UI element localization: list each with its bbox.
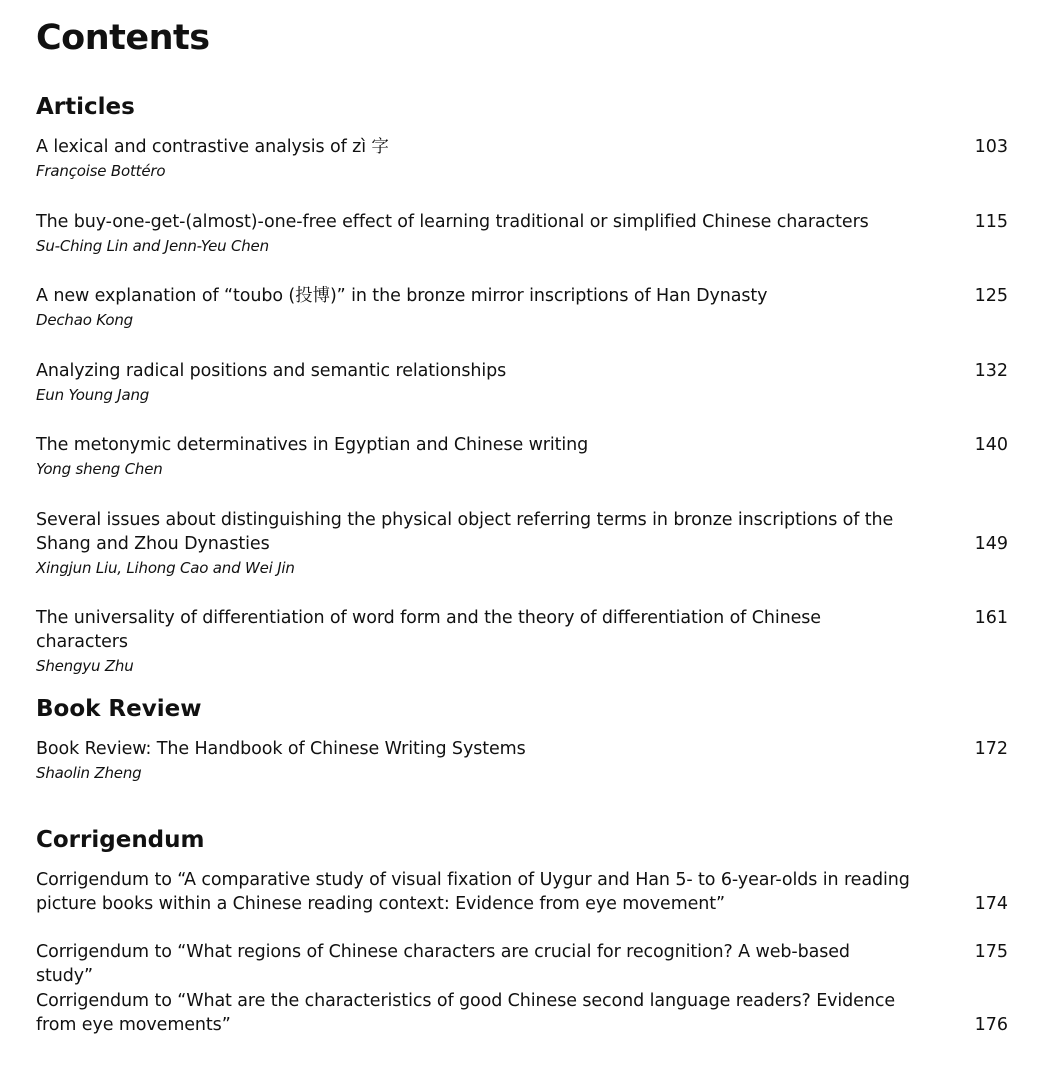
page-title: Contents: [36, 18, 210, 58]
page-number: 125: [974, 286, 1008, 306]
corrigendum-title[interactable]: Corrigendum to “What are the characteristics of good Chinese second language readers? Evidence from eye movements”: [36, 991, 896, 1035]
page-number: 132: [974, 361, 1008, 381]
book-review-author: Shaolin Zheng: [36, 764, 142, 782]
page-number: 172: [974, 739, 1008, 759]
corrigendum-title[interactable]: Corrigendum to “A comparative study of visual fixation of Uygur and Han 5- to 6-year-olds in reading picture books within a Chinese reading context: Evidence from eye movement”: [36, 870, 910, 914]
toc-entry-article-1[interactable]: [36, 135, 1008, 181]
article-author: Xingjun Liu, Lihong Cao and Wei Jin: [36, 559, 295, 577]
article-author: Shengyu Zhu: [36, 657, 134, 675]
page-number: 149: [974, 534, 1008, 554]
page-number: 175: [974, 942, 1008, 962]
section-heading-corrigendum: Corrigendum: [36, 827, 205, 853]
section-heading-book-review: Book Review: [36, 696, 202, 722]
toc-entry-article-2[interactable]: [36, 210, 1008, 256]
section-heading-articles: Articles: [36, 94, 135, 120]
article-author: Su-Ching Lin and Jenn-Yeu Chen: [36, 237, 269, 255]
toc-entry-article-7[interactable]: [36, 606, 1008, 676]
page-number: 103: [974, 137, 1008, 157]
article-title[interactable]: The universality of differentiation of word form and the theory of differentiation of Chinese characters: [36, 608, 821, 652]
toc-entry-corrigendum-2[interactable]: [36, 940, 1008, 988]
page-number: 115: [974, 212, 1008, 232]
article-author: Dechao Kong: [36, 311, 133, 329]
article-author: Françoise Bottéro: [36, 162, 166, 180]
article-title[interactable]: Several issues about distinguishing the physical object referring terms in bronze inscriptions of the Shang and Zhou Dynasties: [36, 510, 894, 554]
toc-entry-article-6[interactable]: [36, 508, 1008, 578]
page-number: 176: [974, 1015, 1008, 1035]
toc-entry-book-review[interactable]: [36, 737, 1008, 783]
page-number: 140: [974, 435, 1008, 455]
article-title[interactable]: A lexical and contrastive analysis of zì 字: [36, 137, 389, 157]
page-number: 161: [974, 608, 1008, 628]
corrigendum-title[interactable]: Corrigendum to “What regions of Chinese characters are crucial for recognition? A web-based study”: [36, 942, 850, 986]
page-number: 174: [974, 894, 1008, 914]
article-title[interactable]: The metonymic determinatives in Egyptian and Chinese writing: [36, 435, 589, 455]
toc-entry-article-4[interactable]: [36, 359, 1008, 405]
toc-entry-article-5[interactable]: [36, 433, 1008, 479]
toc-entry-article-3[interactable]: [36, 284, 1008, 330]
toc-entry-corrigendum-1[interactable]: [36, 868, 1008, 916]
article-author: Eun Young Jang: [36, 386, 150, 404]
article-author: Yong sheng Chen: [36, 460, 163, 478]
article-title[interactable]: Analyzing radical positions and semantic relationships: [36, 361, 507, 381]
article-title[interactable]: The buy-one-get-(almost)-one-free effect of learning traditional or simplified Chinese characters: [36, 212, 869, 232]
toc-entry-corrigendum-3[interactable]: [36, 989, 1008, 1037]
book-review-title[interactable]: Book Review: The Handbook of Chinese Writing Systems: [36, 739, 526, 759]
article-title[interactable]: A new explanation of “toubo (投博)” in the bronze mirror inscriptions of Han Dynasty: [36, 286, 768, 306]
